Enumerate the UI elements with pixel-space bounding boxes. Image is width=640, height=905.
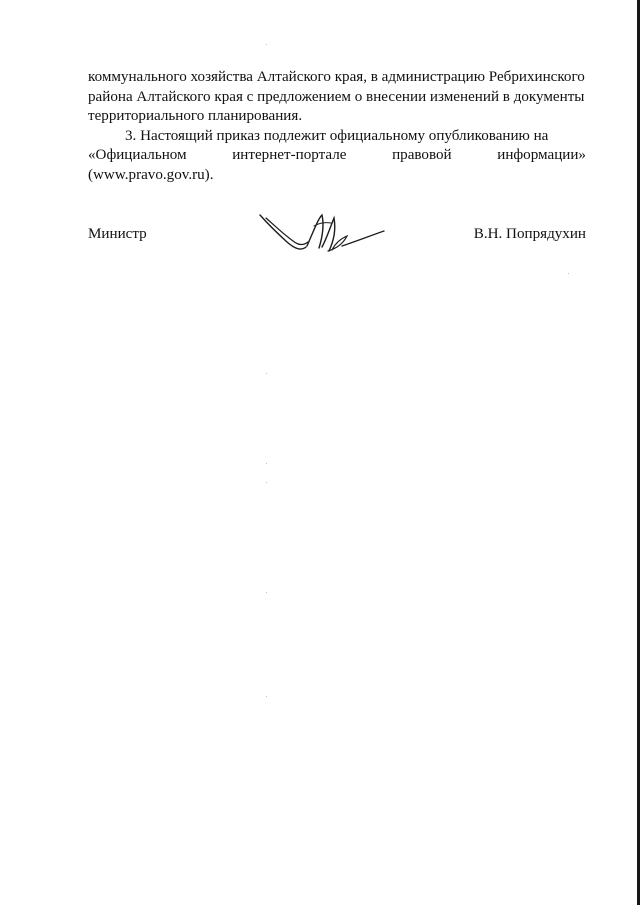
scan-speck <box>266 44 267 45</box>
item-3-word-4: информации» <box>497 147 586 163</box>
scan-speck <box>266 592 267 593</box>
paragraph-line-1: коммунального хозяйства Алтайского края, в администрацию Ребрихинского <box>88 69 585 85</box>
item-3-line-3: (www.pravo.gov.ru). <box>88 166 214 183</box>
scan-speck <box>568 273 569 274</box>
paragraph-line-2: района Алтайского края с предложением о внесении изменений в документы <box>88 88 585 105</box>
signature-block <box>88 226 586 256</box>
item-3-line-1: 3. Настоящий приказ подлежит официальному опубликованию на <box>125 127 549 144</box>
signer-name: В.Н. Попрядухин <box>473 226 586 242</box>
document-body-text <box>88 68 586 185</box>
scan-speck <box>266 373 267 374</box>
scan-speck <box>266 696 267 697</box>
item-3-word-2: интернет-портале <box>232 147 347 163</box>
item-3-word-1: «Официальном <box>88 147 187 163</box>
paragraph-line-3: территориального планирования. <box>88 108 303 124</box>
item-3-word-3: правовой <box>392 147 452 163</box>
item-3-line-2 <box>88 146 586 166</box>
signer-title: Министр <box>88 226 147 242</box>
handwritten-signature <box>256 208 388 266</box>
scan-speck <box>266 482 267 483</box>
scan-speck <box>266 463 267 464</box>
